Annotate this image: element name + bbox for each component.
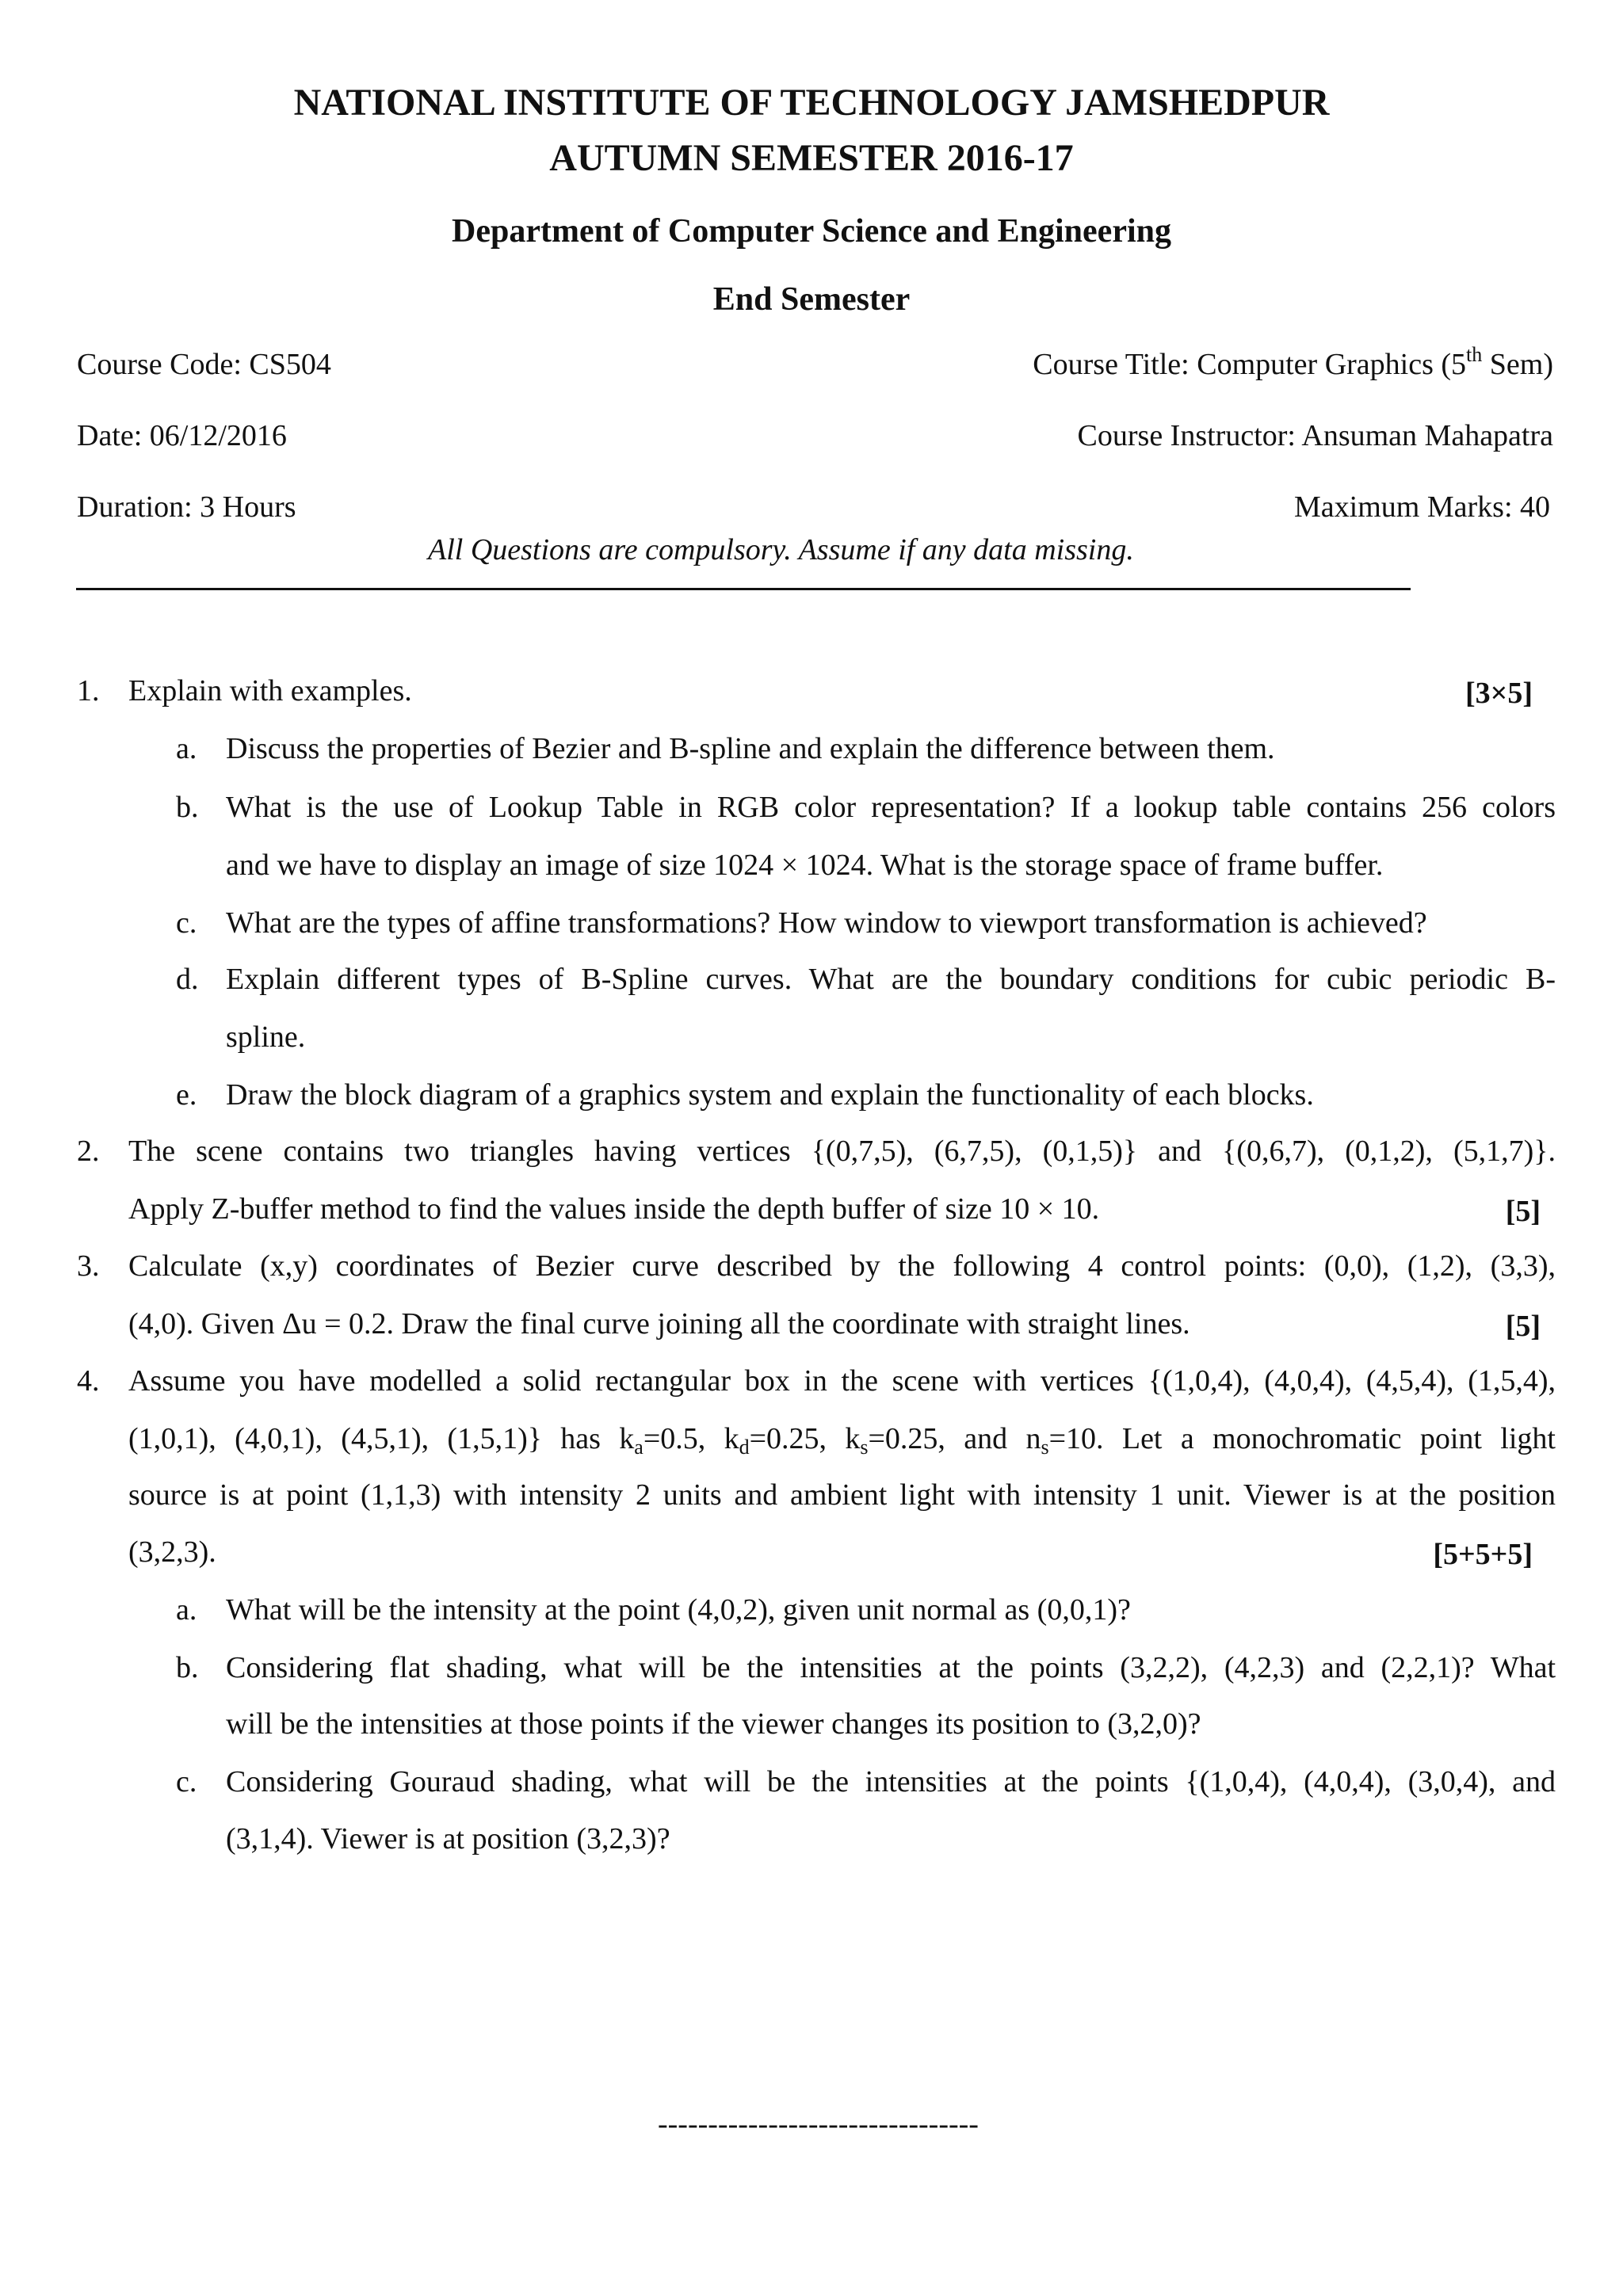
q1d-label: d. (176, 963, 199, 996)
q1b-line1: What is the use of Lookup Table in RGB color representation? If a lookup table contains 256 colors (226, 791, 1556, 824)
q4a-text: What will be the intensity at the point (4,0,2), given unit normal as (0,0,1)? (226, 1593, 1131, 1627)
q1-marks: [3×5] (1465, 677, 1533, 710)
q2-line2: Apply Z-buffer method to find the values inside the depth buffer of size 10 × 10. (128, 1192, 1100, 1226)
q4-line2-end: =10. Let a monochromatic point light (1048, 1422, 1556, 1455)
q4-line3: source is at point (1,1,3) with intensity 2 units and ambient light with intensity 1 unit. Viewer is at the position (128, 1478, 1556, 1512)
q1a-label: a. (176, 732, 197, 765)
q4b-line1: Considering flat shading, what will be the intensities at the points (3,2,2), (4,2,3) and (2,2,1)? What (226, 1651, 1556, 1684)
ns-subscript: s (1041, 1436, 1049, 1459)
q4-line2 (128, 1422, 1556, 1459)
q2-marks: [5] (1505, 1195, 1541, 1228)
ks-subscript: s (860, 1436, 869, 1459)
q3-line1: Calculate (x,y) coordinates of Bezier curve described by the following 4 control points: (0,0), (1,2), (3,3), (128, 1249, 1556, 1283)
exam-type: End Semester (712, 281, 911, 318)
ka-value: =0.5, k (643, 1422, 739, 1455)
q4-number: 4. (77, 1364, 100, 1398)
q4-line4: (3,2,3). (128, 1535, 216, 1569)
department-name: Department of Computer Science and Engineering (452, 213, 1171, 250)
ka-subscript: a (634, 1436, 643, 1459)
q1e-label: e. (176, 1078, 197, 1112)
header-divider (76, 588, 1411, 590)
q4-marks: [5+5+5] (1433, 1538, 1533, 1571)
q3-number: 3. (77, 1249, 100, 1283)
q1-text: Explain with examples. (128, 674, 412, 707)
q1c-label: c. (176, 906, 197, 940)
q2-line1: The scene contains two triangles having vertices {(0,7,5), (6,7,5), (0,1,5)} and {(0,6,7), (0,1,2), (5,1,7)}. (128, 1135, 1556, 1168)
q1a-text: Discuss the properties of Bezier and B-spline and explain the difference between them. (226, 732, 1275, 765)
maximum-marks: Maximum Marks: 40 (1294, 490, 1550, 524)
q4c-line1: Considering Gouraud shading, what will be the intensities at the points {(1,0,4), (4,0,4), (3,0,4), and (226, 1765, 1556, 1798)
instructions: All Questions are compulsory. Assume if any data missing. (428, 533, 1134, 566)
course-title-text: Course Title: Computer Graphics (5 (1033, 348, 1467, 381)
exam-duration: Duration: 3 Hours (77, 490, 296, 524)
q2-number: 2. (77, 1135, 100, 1168)
q1b-label: b. (176, 791, 199, 824)
q4c-line2: (3,1,4). Viewer is at position (3,2,3)? (226, 1822, 670, 1855)
end-of-paper-marker: -------------------------------- (658, 2107, 979, 2141)
q4-line2-start: (1,0,1), (4,0,1), (4,5,1), (1,5,1)} has k (128, 1422, 635, 1455)
course-code: Course Code: CS504 (77, 348, 331, 381)
q1e-text: Draw the block diagram of a graphics system and explain the functionality of each blocks. (226, 1078, 1314, 1112)
q1c-text: What are the types of affine transformations? How window to viewport transformation is achieved? (226, 906, 1427, 940)
kd-value: =0.25, k (749, 1422, 861, 1455)
exam-date: Date: 06/12/2016 (77, 419, 287, 452)
ks-value: =0.25, and n (868, 1422, 1041, 1455)
semester-title: AUTUMN SEMESTER 2016-17 (549, 137, 1074, 179)
q1d-line1: Explain different types of B-Spline curves. What are the boundary conditions for cubic periodic B- (226, 963, 1556, 996)
institute-name: NATIONAL INSTITUTE OF TECHNOLOGY JAMSHEDPUR (293, 82, 1330, 124)
q4-line1: Assume you have modelled a solid rectangular box in the scene with vertices {(1,0,4), (4,0,4), (4,5,4), (1,5,4), (128, 1364, 1556, 1398)
q1-number: 1. (77, 674, 100, 707)
q3-marks: [5] (1505, 1310, 1541, 1343)
q1b-line2: and we have to display an image of size 1024 × 1024. What is the storage space of frame buffer. (226, 849, 1384, 882)
q4a-label: a. (176, 1593, 197, 1627)
kd-subscript: d (739, 1436, 750, 1459)
course-title-superscript: th (1466, 343, 1483, 366)
course-title-suffix: Sem) (1482, 348, 1553, 381)
q1d-line2: spline. (226, 1020, 306, 1054)
q4b-line2: will be the intensities at those points if the viewer changes its position to (3,2,0)? (226, 1707, 1201, 1741)
q3-line2: (4,0). Given Δu = 0.2. Draw the final curve joining all the coordinate with straight lines. (128, 1307, 1190, 1341)
q4b-label: b. (176, 1651, 199, 1684)
q4c-label: c. (176, 1765, 197, 1798)
course-title (1033, 343, 1553, 382)
course-instructor: Course Instructor: Ansuman Mahapatra (1077, 419, 1553, 452)
